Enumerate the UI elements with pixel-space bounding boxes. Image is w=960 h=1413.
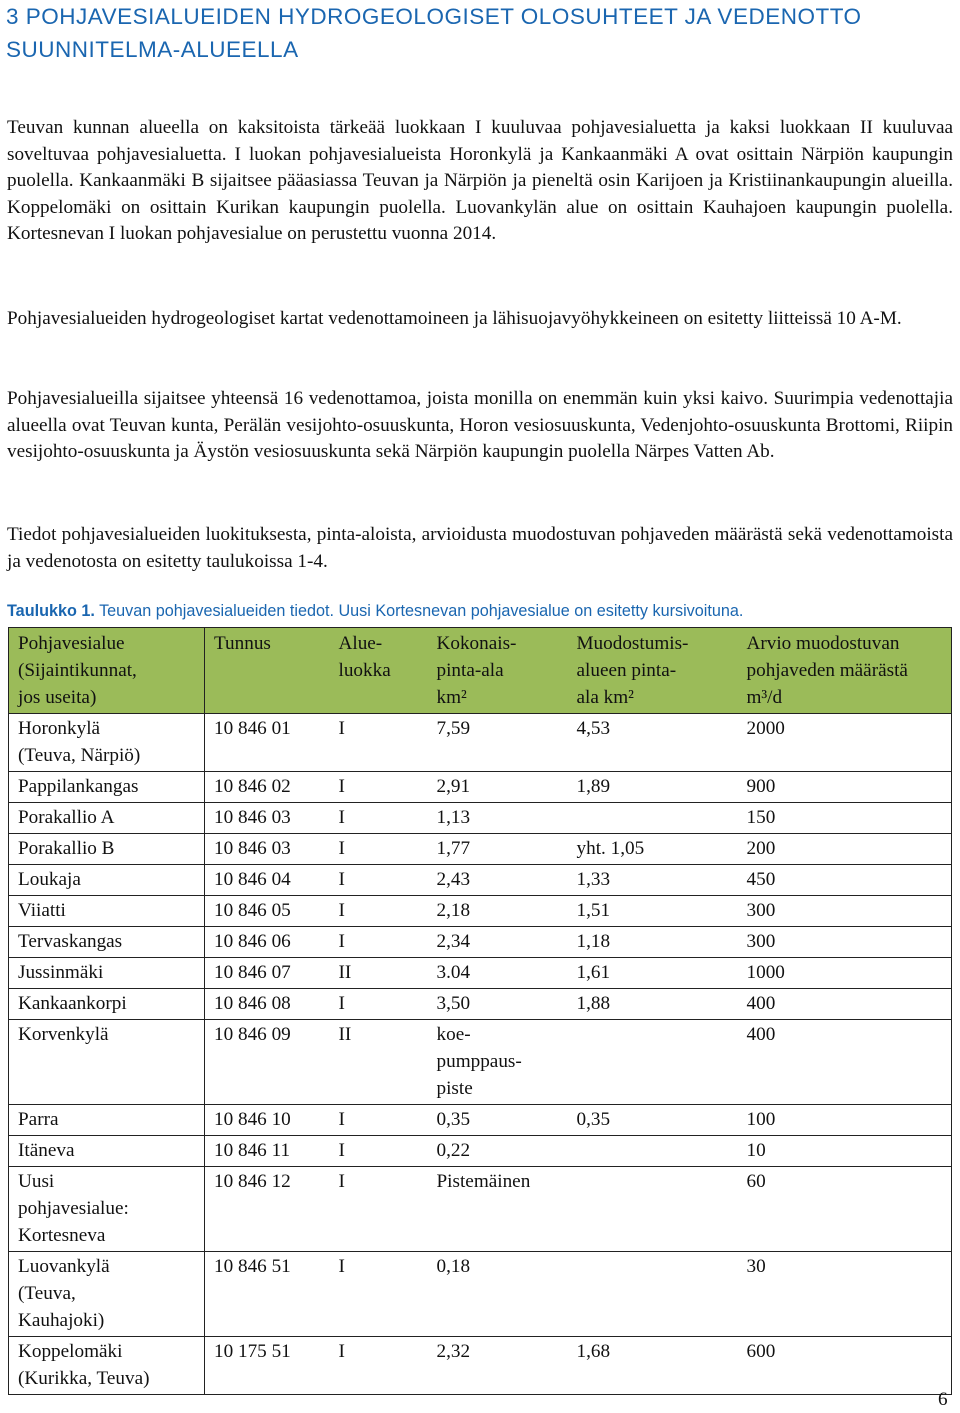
table-row bbox=[9, 1020, 952, 1105]
cell-code: 10 846 10 bbox=[205, 1105, 330, 1136]
cell-recharge-area: 1,88 bbox=[568, 989, 738, 1020]
cell-class: I bbox=[330, 772, 428, 803]
header-estimated-yield: Arvio muodostuvan pohjaveden määrästä m³/d bbox=[738, 628, 952, 714]
cell-code: 10 846 08 bbox=[205, 989, 330, 1020]
cell-estimated-yield: 300 bbox=[738, 896, 952, 927]
table-row bbox=[9, 834, 952, 865]
cell-total-area: 2,43 bbox=[428, 865, 568, 896]
header-area: Pohjavesialue (Sijaintikunnat, jos useita) bbox=[9, 628, 205, 714]
table-row bbox=[9, 1105, 952, 1136]
cell-estimated-yield: 150 bbox=[738, 803, 952, 834]
table-body bbox=[9, 714, 952, 1395]
cell-class: I bbox=[330, 1167, 428, 1252]
cell-area-name: Loukaja bbox=[9, 865, 205, 896]
cell-area-name: Jussinmäki bbox=[9, 958, 205, 989]
cell-class: I bbox=[330, 803, 428, 834]
cell-estimated-yield: 2000 bbox=[738, 714, 952, 772]
cell-class: I bbox=[330, 834, 428, 865]
cell-code: 10 846 05 bbox=[205, 896, 330, 927]
cell-estimated-yield: 400 bbox=[738, 989, 952, 1020]
header-code: Tunnus bbox=[205, 628, 330, 714]
paragraph-1: Teuvan kunnan alueella on kaksitoista tärkeää luokkaan I kuuluvaa pohjavesialuetta ja kaksi luokkaan II kuuluvaa soveltuvaa pohjavesialuetta. I luokan pohjavesialueista Horonkylä ja Kankaanmäki A ovat osittain Närpiön kaupungin puolella. Kankaanmäki B sijaitsee pääasiassa Teuvan ja Närpiön ja pieneltä osin Karijoen ja Kristiinankaupungin alueilla. Koppelomäki on osittain Kurikan kaupungin puolella. Luovankylän alue on osittain Kauhajoen kaupungin puolella. Kortesnevan I luokan pohjavesialue on perustettu vuonna 2014. bbox=[7, 117, 953, 244]
cell-code: 10 175 51 bbox=[205, 1337, 330, 1395]
table-row bbox=[9, 1252, 952, 1337]
cell-area-name: Tervaskangas bbox=[9, 927, 205, 958]
paragraph-2: Pohjavesialueiden hydrogeologiset kartat vedenottamoineen ja lähisuojavyöhykkeineen on esitetty liitteissä 10 A-M. bbox=[7, 308, 902, 329]
cell-total-area: 2,18 bbox=[428, 896, 568, 927]
table-caption-text: Teuvan pohjavesialueiden tiedot. Uusi Kortesnevan pohjavesialue on esitetty kursivoituna. bbox=[94, 602, 744, 620]
cell-recharge-area: 0,35 bbox=[568, 1105, 738, 1136]
cell-recharge-area bbox=[568, 803, 738, 834]
cell-area-name: Parra bbox=[9, 1105, 205, 1136]
cell-total-area: 7,59 bbox=[428, 714, 568, 772]
cell-code: 10 846 12 bbox=[205, 1167, 330, 1252]
cell-estimated-yield: 300 bbox=[738, 927, 952, 958]
paragraph-4: Tiedot pohjavesialueiden luokituksesta, pinta-aloista, arvioidusta muodostuvan pohjaveden määrästä sekä vedenottamoista ja vedenotosta on esitetty taulukoissa 1-4. bbox=[7, 524, 953, 572]
cell-recharge-area: 1,89 bbox=[568, 772, 738, 803]
cell-estimated-yield: 900 bbox=[738, 772, 952, 803]
groundwater-areas-table bbox=[8, 627, 952, 1395]
cell-estimated-yield: 450 bbox=[738, 865, 952, 896]
cell-class: II bbox=[330, 958, 428, 989]
header-recharge-area: Muodostumis- alueen pinta- ala km² bbox=[568, 628, 738, 714]
table-row bbox=[9, 896, 952, 927]
cell-estimated-yield: 10 bbox=[738, 1136, 952, 1167]
cell-total-area: 0,22 bbox=[428, 1136, 568, 1167]
cell-code: 10 846 11 bbox=[205, 1136, 330, 1167]
cell-estimated-yield: 600 bbox=[738, 1337, 952, 1395]
table-row bbox=[9, 1136, 952, 1167]
cell-total-area: 0,35 bbox=[428, 1105, 568, 1136]
cell-class: I bbox=[330, 1252, 428, 1337]
table-row bbox=[9, 865, 952, 896]
table-row bbox=[9, 1337, 952, 1395]
cell-estimated-yield: 100 bbox=[738, 1105, 952, 1136]
cell-class: I bbox=[330, 989, 428, 1020]
table-row bbox=[9, 1167, 952, 1252]
cell-recharge-area: 1,18 bbox=[568, 927, 738, 958]
cell-class: I bbox=[330, 1105, 428, 1136]
cell-code: 10 846 06 bbox=[205, 927, 330, 958]
cell-recharge-area: 1,51 bbox=[568, 896, 738, 927]
cell-recharge-area: yht. 1,05 bbox=[568, 834, 738, 865]
cell-total-area: 2,34 bbox=[428, 927, 568, 958]
section-heading: 3 POHJAVESIALUEIDEN HYDROGEOLOGISET OLOSUHTEET JA VEDENOTTO SUUNNITELMA-ALUEELLA bbox=[6, 4, 862, 62]
cell-code: 10 846 01 bbox=[205, 714, 330, 772]
cell-class: I bbox=[330, 865, 428, 896]
header-class: Alue- luokka bbox=[330, 628, 428, 714]
table-row bbox=[9, 958, 952, 989]
table-header-row bbox=[9, 628, 952, 714]
cell-recharge-area bbox=[568, 1252, 738, 1337]
cell-code: 10 846 04 bbox=[205, 865, 330, 896]
cell-recharge-area bbox=[568, 1020, 738, 1105]
cell-code: 10 846 51 bbox=[205, 1252, 330, 1337]
cell-total-area: 1,13 bbox=[428, 803, 568, 834]
cell-area-name: Koppelomäki (Kurikka, Teuva) bbox=[9, 1337, 205, 1395]
cell-class: I bbox=[330, 896, 428, 927]
cell-estimated-yield: 400 bbox=[738, 1020, 952, 1105]
cell-total-area: 2,32 bbox=[428, 1337, 568, 1395]
table-row bbox=[9, 803, 952, 834]
cell-total-area: 2,91 bbox=[428, 772, 568, 803]
cell-class: I bbox=[330, 714, 428, 772]
cell-class: I bbox=[330, 1337, 428, 1395]
cell-class: I bbox=[330, 927, 428, 958]
cell-recharge-area: 1,61 bbox=[568, 958, 738, 989]
table-caption-label: Taulukko 1. bbox=[7, 602, 95, 620]
cell-recharge-area bbox=[568, 1167, 738, 1252]
cell-total-area: 0,18 bbox=[428, 1252, 568, 1337]
page-number: 6 bbox=[938, 1389, 948, 1410]
cell-area-name: Luovankylä (Teuva, Kauhajoki) bbox=[9, 1252, 205, 1337]
cell-area-name: Viiatti bbox=[9, 896, 205, 927]
cell-code: 10 846 03 bbox=[205, 834, 330, 865]
cell-code: 10 846 02 bbox=[205, 772, 330, 803]
cell-class: II bbox=[330, 1020, 428, 1105]
cell-area-name: Korvenkylä bbox=[9, 1020, 205, 1105]
cell-class: I bbox=[330, 1136, 428, 1167]
cell-recharge-area: 4,53 bbox=[568, 714, 738, 772]
cell-recharge-area: 1,68 bbox=[568, 1337, 738, 1395]
table-caption bbox=[7, 602, 743, 621]
cell-area-name: Uusi pohjavesialue: Kortesneva bbox=[9, 1167, 205, 1252]
cell-total-area: 1,77 bbox=[428, 834, 568, 865]
cell-recharge-area bbox=[568, 1136, 738, 1167]
header-total-area: Kokonais- pinta-ala km² bbox=[428, 628, 568, 714]
cell-estimated-yield: 30 bbox=[738, 1252, 952, 1337]
cell-area-name: Itäneva bbox=[9, 1136, 205, 1167]
cell-code: 10 846 03 bbox=[205, 803, 330, 834]
table-row bbox=[9, 714, 952, 772]
cell-estimated-yield: 60 bbox=[738, 1167, 952, 1252]
table-row bbox=[9, 772, 952, 803]
cell-area-name: Porakallio B bbox=[9, 834, 205, 865]
cell-total-area: Pistemäinen bbox=[428, 1167, 568, 1252]
paragraph-3: Pohjavesialueilla sijaitsee yhteensä 16 vedenottamoa, joista monilla on enemmän kuin yksi kaivo. Suurimpia vedenottajia alueella ovat Teuvan kunta, Perälän vesijohto-osuuskunta, Horon vesiosuuskunta, Vedenjohto-osuuskunta Brottomi, Riipin vesijohto-osuuskunta ja Äystön vesiosuuskunta sekä Närpiön kaupungin puolella Närpes Vatten Ab. bbox=[7, 388, 953, 462]
cell-total-area: koe- pumppaus- piste bbox=[428, 1020, 568, 1105]
cell-total-area: 3.04 bbox=[428, 958, 568, 989]
cell-estimated-yield: 200 bbox=[738, 834, 952, 865]
table-row bbox=[9, 927, 952, 958]
cell-area-name: Porakallio A bbox=[9, 803, 205, 834]
cell-recharge-area: 1,33 bbox=[568, 865, 738, 896]
cell-total-area: 3,50 bbox=[428, 989, 568, 1020]
table-row bbox=[9, 989, 952, 1020]
cell-area-name: Kankaankorpi bbox=[9, 989, 205, 1020]
cell-code: 10 846 09 bbox=[205, 1020, 330, 1105]
cell-area-name: Horonkylä (Teuva, Närpiö) bbox=[9, 714, 205, 772]
cell-area-name: Pappilankangas bbox=[9, 772, 205, 803]
cell-estimated-yield: 1000 bbox=[738, 958, 952, 989]
cell-code: 10 846 07 bbox=[205, 958, 330, 989]
